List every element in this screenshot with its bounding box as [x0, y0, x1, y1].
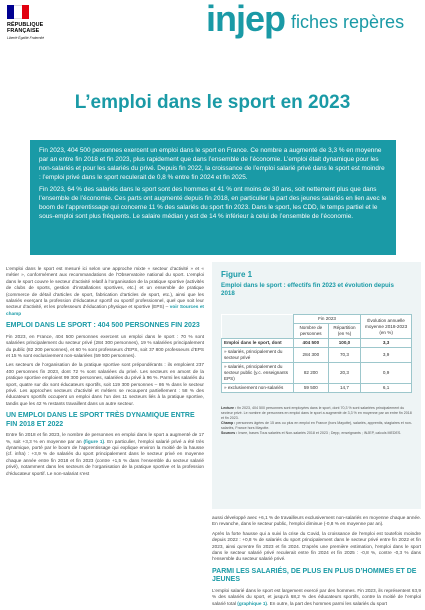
table-header-evolution: Évolution annuelle moyenne 2018-2023 (en %): [361, 315, 412, 339]
right-p3-text-a: L’emploi salarié dans le sport est largement exercé par des hommes. Fin 2023, ils représentent 63,9 % des salariés du sport, et jusqu’à 68,2 % des éducateurs sportifs, contre la moitié de l’emploi salarié total: [212, 587, 421, 606]
sources-link[interactable]: voir Sources et champ: [6, 304, 204, 316]
intro-text: L’emploi dans le sport est mesuré ici selon une approche mixte « secteur d’activité » et « métier », conformément aux recommandations de l’Observatoire national du sport. L’emploi dans le sport couvre le secteur d’activité relatif à l’organisation de la pratique sportive (activités de clubs de sports, gestion d’installations sportives, etc.) et un ensemble de pratique (commerce de détail d’articles de sport, fabrication d’articles de sport, etc.), ainsi que les salariés exerçant la profession d’éducateur sportif ou sportif professionnel, quel que soit leur secteur d’activité, et les professeurs d’éducation physique et sportive (EPS) –: [6, 266, 204, 310]
note-text: fin 2023, 404 500 personnes sont employées dans le sport, dont 70,3 % sont salariées principalement du secteur privé. Le nombre de personnes en emploi dans le sport a augmenté de 3,3 % en moyenne par an entre fin 2018 et fin 2023.: [221, 406, 412, 420]
figure-table: [221, 314, 412, 393]
left-p4-text-b: . En particulier, l’emploi salarié privé a été très dynamique, porté par le boom de l’apprentissage qui explique environ la moitié de la hausse (cf. infra) : +3,9 % de salariés du sport principalement dans le secteur privé en moyenne chaque année entre fin 2018 et fin 2023 (contre +1,5 % dans l’ensemble du secteur salarié privé), notamment dans les secteurs de l’organisation de la pratique sportive et la profession d’éducateur sportif. Le non-salariat s’est: [6, 438, 204, 476]
table-row: [222, 348, 412, 363]
table-group-header: Fin 2023: [293, 315, 360, 324]
intro-paragraph: [6, 266, 204, 317]
flag-white: [14, 5, 21, 19]
row-evolution: 3,3: [361, 339, 412, 348]
table-corner-2: [222, 324, 294, 339]
table-row: [222, 384, 412, 393]
row-persons: 404 500: [293, 339, 328, 348]
figure-note-scope: [221, 421, 412, 431]
page-header: [0, 0, 425, 58]
right-column: [212, 262, 421, 610]
flag-red: [22, 5, 29, 19]
left-paragraph-2: Fin 2023, en France, 404 500 personnes exercent un emploi dans le sport : 70 % sont salariées principalement du secteur privé (284 300 personnes), 19 % salariées principalement du public (82 200 personnes), et 60 % sont professeurs d’EPS, soit 37 800 professeurs d’EPS et 15 % sont exclusivement non-salariées (59 500 personnes).: [6, 333, 204, 358]
right-p3-text-b: . En outre, la part des hommes parmi les salariés du sport: [267, 600, 388, 606]
left-p4-text-a: Entre fin 2018 et fin 2023, le nombre de personnes en emploi dans le sport a augmenté de 17 %, soit +3,3 % en moyenne par an: [6, 432, 204, 444]
source-label: Sources :: [221, 431, 238, 435]
source-text: Insee, bases Tous salariés et Non-salariés 2018 et 2023 ; Depp, enseignants ; INJEP, calculs MEDES.: [238, 431, 402, 435]
row-label: » salariés, principalement du secteur public (y.c. enseignants EPS): [222, 363, 294, 384]
row-persons: 82 200: [293, 363, 328, 384]
table-header-persons: Nombre de personnes: [293, 324, 328, 339]
row-evolution: 6,1: [361, 384, 412, 393]
table-body: [222, 339, 412, 393]
row-share: 100,0: [328, 339, 360, 348]
row-share: 70,3: [328, 348, 360, 363]
row-persons: 284 300: [293, 348, 328, 363]
scope-label: Champ :: [221, 421, 236, 425]
left-column: [6, 266, 204, 480]
section-heading-1: EMPLOI DANS LE SPORT : 404 500 PERSONNES FIN 2023: [6, 322, 200, 330]
left-paragraph-3: Les secteurs de l’organisation de la pratique sportive sont prépondérants : ils emploient 237 400 personnes fin 2023, dont 72 % sont salariées du privé. Les secteurs en amont de la pratique sportive emploient 99 300 personnes, salariées du privé à 96 %. Parmi les salariés du sport, quatre sur dix sont éducateurs sportifs, soit 119 300 personnes – 86 % dans le secteur privé. Les approches secteurs d’activité et métiers se recoupent partiellement : 58 % des éducateurs sportifs occupent un emploi dans l’un des 11 secteurs liés à la pratique sportive, tandis que les 42 % restants travaillent dans un autre secteur.: [6, 362, 204, 406]
summary-paragraph-2: Fin 2023, 64 % des salariés dans le sport sont des hommes et 41 % ont moins de 30 ans, soit nettement plus que dans l’ensemble de l’économie. Ces parts ont augmenté depuis fin 2018, en particulier la part des jeunes salariés en lien avec le boom de l’apprentissage qui concerne 11 % des salariés du sport fin 2023. Dans le sport, les CDD, le temps partiel et le sous-emploi sont plus fréquents. Le salaire médian y est de 14 % inférieur à celui de l’ensemble de l’économie.: [39, 186, 387, 220]
republic-line2: FRANÇAISE: [7, 28, 40, 34]
brand-name: injep: [206, 0, 286, 39]
left-paragraph-4: [6, 432, 204, 477]
brand-subtitle: fiches repères: [291, 12, 405, 32]
row-label: » salariés, principalement du secteur privé: [222, 348, 294, 363]
republique-francaise-logo: [7, 5, 77, 40]
scope-text: personnes âgées de 15 ans ou plus en emploi en France (hors Mayotte), salariés, apprentis, stagiaires et non-salariés, France hors Mayotte.: [221, 421, 412, 430]
right-paragraph-1: aussi développé avec +6,1 % de travailleurs exclusivement non-salariés en moyenne chaque année. En revanche, dans le secteur public, l’emploi diminue (-0,8 % en moyenne par an).: [212, 515, 421, 527]
figure-1: [212, 262, 421, 509]
row-share: 14,7: [328, 384, 360, 393]
section-heading-2: UN EMPLOI DANS LE SPORT TRÈS DYNAMIQUE ENTRE FIN 2018 ET 2022: [6, 412, 195, 428]
table-corner: [222, 315, 294, 324]
summary-paragraph-1: Fin 2023, 404 500 personnes exercent un emploi dans le sport en France. Ce nombre a augmenté de 3,3 % en moyenne par an entre fin 2018 et fin 2023, plus rapidement que dans l’ensemble de l’économie. L’emploi était dynamique pour les non-salariés et pour les salariés du privé. Depuis fin 2022, la croissance de l’emploi salarié privé dans le sport est moindre : l’emploi privé dans le sport reculerait de 0,8 % entre fin 2024 et fin 2025.: [39, 147, 385, 181]
row-share: 20,3: [328, 363, 360, 384]
note-label: Lecture :: [221, 406, 237, 410]
row-evolution: 0,9: [361, 363, 412, 384]
republic-line1: RÉPUBLIQUE: [7, 22, 44, 28]
figure-note-reading: [221, 406, 412, 421]
table-header-group-row: [222, 315, 412, 324]
republic-motto: Liberté Égalité Fraternité: [7, 36, 45, 40]
figure-label: Figure 1: [221, 270, 253, 279]
figure-1-link[interactable]: (figure 1): [83, 438, 105, 444]
right-paragraph-2: Après la forte hausse qui a suivi la crise du Covid, la croissance de l’emploi est toutefois moindre depuis 2022 : +0,8 % de salariés du sport principalement dans le secteur privé entre fin 2022 et fin 2023, ainsi qu’entre fin 2023 et fin 2024. D’après une première estimation, l’emploi dans le sport dans le secteur salarié privé reculerait entre fin 2024 et fin 2025 : -0,8 %, contre -0,3 % dans l’ensemble du secteur salarié privé.: [212, 530, 421, 562]
injep-logo: [206, 0, 405, 41]
table-row: [222, 363, 412, 384]
page-title: L’emploi dans le sport en 2023: [74, 92, 351, 113]
flag-blue: [7, 5, 14, 19]
french-flag-icon: [7, 5, 29, 19]
right-paragraph-3: [212, 588, 421, 607]
summary-box: [30, 140, 396, 255]
figure-title: Emploi dans le sport : effectifs fin 2023 et évolution depuis 2018: [221, 282, 394, 297]
figure-note-source: [221, 431, 412, 436]
figure-notes: [221, 406, 412, 436]
table-row: [222, 339, 412, 348]
graphique-1-link[interactable]: (graphique 1): [237, 600, 267, 606]
table-header-share: Répartition (en %): [328, 324, 360, 339]
row-persons: 59 500: [293, 384, 328, 393]
section-heading-3: PARMI LES SALARIÉS, DE PLUS EN PLUS D’HOMMES ET DE JEUNES: [212, 567, 417, 584]
row-label: » exclusivement non-salariés: [222, 384, 294, 393]
row-evolution: 3,9: [361, 348, 412, 363]
row-label: Emploi dans le sport, dont: [222, 339, 294, 348]
